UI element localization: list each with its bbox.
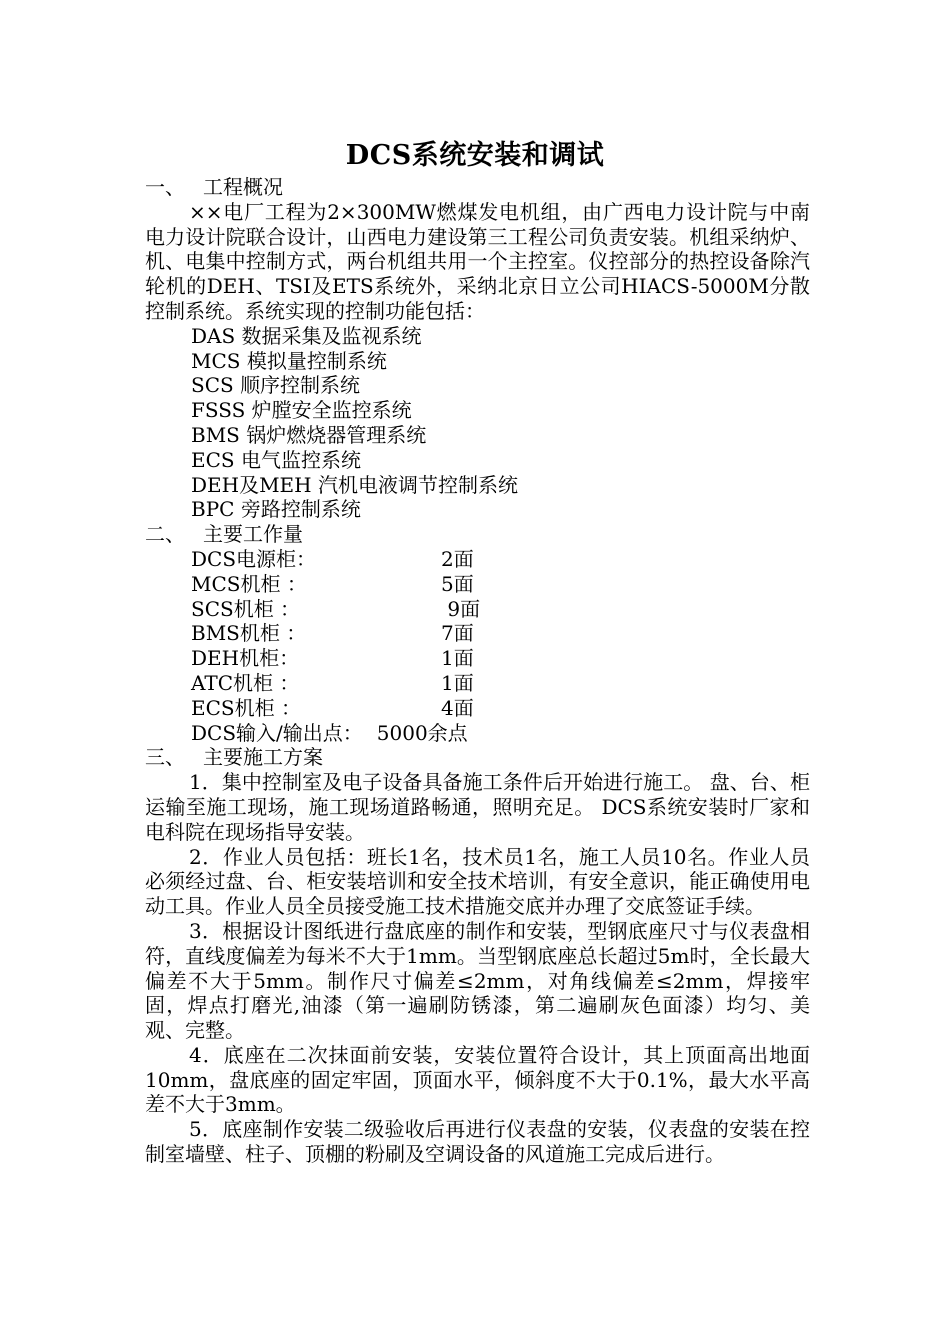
system-item-ecs: ECS 电气监控系统 (191, 447, 361, 472)
workload-label: SCS机柜 ： (191, 596, 301, 621)
io-points-value: 5000余点 (376, 720, 468, 745)
system-item-mcs: MCS 模拟量控制系统 (191, 348, 387, 373)
section-heading-3 (145, 745, 810, 770)
workload-value: 4面 (441, 695, 474, 720)
workload-label: MCS机柜 ： (191, 571, 307, 596)
project-overview-paragraph: ××电厂工程为2×300MW燃煤发电机组，由广西电力设计院与中南电力设计院联合设计，山西电力建设第三工程公司负责安装。机组采纳炉、机、电集中控制方式，两台机组共用一个主控室。仪控部分的热控设备除汽轮机的DEH、TSI及ETS系统外，采纳北京日立公司HIACS-5000M分散控制系统。系统实现的控制功能包括： (145, 199, 810, 323)
workload-row (145, 646, 810, 671)
section-number: 三、 (145, 745, 185, 770)
system-item-scs: SCS 顺序控制系统 (191, 373, 361, 398)
system-item-deh-meh: DEH及MEH 汽机电液调节控制系统 (191, 472, 518, 497)
workload-label: DCS电源柜： (191, 546, 317, 571)
workload-row (145, 547, 810, 572)
workload-row (145, 597, 810, 622)
section-title: 主要施工方案 (203, 745, 323, 770)
construction-paragraph-3: 3．根据设计图纸进行盘底座的制作和安装，型钢底座尺寸与仪表盘相符，直线度偏差为每米不大于1mm。当型钢底座总长超过5m时，全长最大偏差不大于5mm。制作尺寸偏差≤2mm，对角线偏差≤2mm，焊接牢固，焊点打磨光,油漆（第一遍刷防锈漆，第二遍刷灰色面漆）均匀、美观、完整。 (145, 918, 810, 1043)
system-item-bms: BMS 锅炉燃烧器管理系统 (191, 422, 427, 447)
workload-value: 1面 (441, 670, 474, 695)
workload-label: BMS机柜 ： (191, 621, 307, 646)
section-heading-1 (145, 175, 810, 200)
io-points-label: DCS输入/输出点： (191, 720, 363, 745)
construction-paragraph-4: 4．底座在二次抹面前安装，安装位置符合设计，其上顶面高出地面10mm，盘底座的固定牢固，顶面水平，倾斜度不大于0.1%，最大水平高差不大于3mm。 (145, 1042, 810, 1117)
workload-value: 7面 (441, 621, 474, 646)
section-number: 二、 (145, 522, 185, 547)
workload-label: DEH机柜： (191, 646, 300, 671)
construction-paragraph-1: 1．集中控制室及电子设备具备施工条件后开始进行施工。 盘、台、柜运输至施工现场，施工现场道路畅通，照明充足。 DCS系统安装时厂家和电科院在现场指导安装。 (145, 770, 810, 844)
construction-paragraph-5: 5．底座制作安装二级验收后再进行仪表盘的安装，仪表盘的安装在控制室墙壁、柱子、顶棚的粉刷及空调设备的风道施工完成后进行。 (145, 1117, 810, 1167)
section-number: 一、 (145, 175, 185, 199)
workload-label: ECS机柜 ： (191, 695, 301, 720)
system-item-fsss: FSSS 炉膛安全监控系统 (191, 398, 412, 423)
workload-value: 1面 (441, 646, 474, 671)
workload-label: ATC机柜 ： (191, 670, 300, 695)
workload-value: 2面 (441, 546, 474, 571)
workload-value: 9面 (441, 596, 481, 621)
document-body (145, 175, 810, 1167)
workload-row (145, 671, 810, 696)
io-points-row (145, 721, 810, 746)
construction-paragraph-2: 2．作业人员包括：班长1名，技术员1名，施工人员10名。作业人员必须经过盘、台、柜安装培训和安全技术培训，有安全意识，能正确使用电动工具。作业人员全员接受施工技术措施交底并办理了交底签证手续。 (145, 844, 810, 919)
document-title: DCS系统安装和调试 (345, 140, 605, 171)
section-title: 主要工作量 (203, 522, 303, 547)
workload-row (145, 572, 810, 597)
section-heading-2 (145, 522, 810, 547)
system-item-bpc: BPC 旁路控制系统 (191, 497, 361, 522)
section-title: 工程概况 (203, 175, 283, 199)
workload-value: 5面 (441, 571, 474, 596)
system-item-das: DAS 数据采集及监视系统 (191, 323, 422, 348)
workload-row (145, 696, 810, 721)
workload-row (145, 621, 810, 646)
